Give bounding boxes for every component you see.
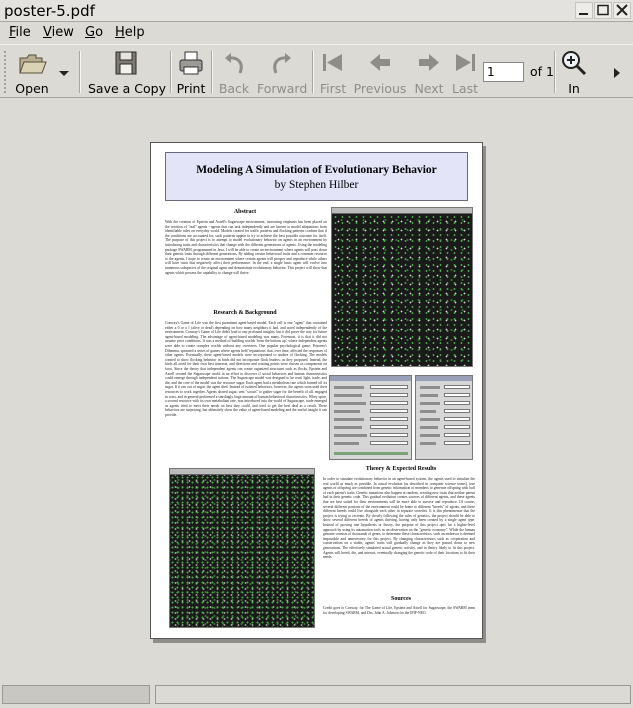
simulation-screenshot-large [169, 468, 315, 628]
close-icon [614, 3, 630, 18]
print-button[interactable] [176, 49, 206, 96]
research-text: Conway's Game of Life was the first prominent agent-based model. Each cell is one "agent" that contained either a 0 or a 1 (alive or dead) depending on how many neighbors it had, and acted independently of the environment. Conway's Game of Life didn't lead to any profound insights, but it did prove the way for future agent-based modeling. The advantage of agent-based modeling was many. Foremost, it is that it did not assume prior conditions. It was a method of building worlds 'from the bottom up', where independent agents were able to create complex worlds without any overseers. One popular psychological game, Prisoner's Dilemma, spawned a series of games where agents held 'reputations' that, over time, affected the responses of other agents. Eventually, these agent-based models were incorporated to studies of flocking. The models created to show flocking behavior in birds did not incorporate flock leaders; as they proposed. Instead, the birds all acted for their own best interests, and directions and rotating points were chosen as components on facts. Since the theory that independent agents can create organized structures such as flocks, Epstein and Axtell created the Sugarscape world in an effort to discover if social behaviors and human characteristics could emerge through independent actions. The Sugarscape model was designed to be read, light, trade, and die, and the core of the model was the resource sugar. Each agent had a metabolism rate which burned off its sugar. If it ran out of sugar, the agent died. Instead of isolated behaviors, however, the agents soon used their resources to work together. Agents shared sugar, sent "scouts" to gather sugar for the benefit of all, engaged in wars, and in general performed a startlingly large amount of human behavioral characteristics. Whey spice, a second resource with its own metabolism rate, was introduced into the world of Sugarscape, trade emerged as agents tried to meet their needs on best they could, and tried to get the best deal as a result. These behaviors are surprising, but ultimately show the value of agent-based modeling and the useful insight it can provide. [165, 321, 327, 417]
first-page-button[interactable] [318, 49, 348, 96]
first-page-icon [319, 49, 347, 77]
back-button[interactable] [217, 49, 251, 96]
open-button[interactable] [14, 49, 50, 96]
print-label: Print [176, 81, 206, 96]
last-page-icon [451, 49, 479, 77]
minimize-icon [576, 3, 592, 18]
save-copy-label: Save a Copy [88, 81, 166, 96]
poster-author: by Stephen Hilber [274, 179, 359, 191]
menubar [0, 23, 633, 43]
window-title: poster-5.pdf [4, 2, 95, 20]
sources-heading: Sources [391, 596, 411, 602]
toolbar-grip[interactable] [3, 50, 7, 94]
chevron-down-icon [55, 49, 73, 77]
theory-text: In order to simulate evolutionary behavior in an agent-based system, the agents used to simulate the real world as much as possible. In actual evolution (as described in computer science terms), true agents of offspring are combined from genetic information of members to generate offspring with half of each parent's traits. Genetic mutations also happen at random, creating new traits that neither parent had in their genetic code. This gradual evolution creates sources of different agents, and these agents that are best suited for their environments will be more able to survive and reproduce. Of course, several different portions of the environment could be home to different "breeds" of agents, and these different breeds could live alongside each other in separate societies. It is this phenomenon that the project is trying to recreate. By closely following the rules of genetics, the project should be able to show several different breeds of agents thriving, having only been created by a single agent type. Instead of proving one hypothesis or theory, the purpose of this project opts for a higher-level approach by using its automation tools as an observation on the "genetic economy". While the human genome consists of thousands of genes, to determine these characteristics, such an endeavor is deemed impossible and unnecessary for this project. By changing characteristics such as cooperation and conservatism on a stable, agents' traits will gradually change as they are passed down to new generations. The effectively simulated actual genetic activity, and in theory likely to fit this project. Agents will breed, die, and interact, eventually changing the genetic code of their locations to fit their needs. [323, 477, 475, 560]
previous-page-label: Previous [353, 81, 407, 96]
toolbar-separator [211, 51, 213, 93]
menu-view[interactable]: View [43, 25, 74, 40]
close-button[interactable] [613, 2, 631, 19]
theory-heading: Theory & Expected Results [365, 466, 437, 472]
page-number-input[interactable] [483, 62, 524, 82]
research-heading: Research & Background [213, 310, 277, 316]
last-page-button[interactable] [450, 49, 480, 96]
statusbar [0, 683, 633, 708]
toolbar-separator [170, 51, 172, 93]
menu-help[interactable]: Help [115, 25, 145, 40]
redo-arrow-icon [268, 49, 296, 77]
parameter-dialog-screenshot-1 [329, 375, 412, 460]
page-total-label: of 1 [530, 64, 554, 79]
zoom-in-button[interactable] [560, 49, 588, 96]
menu-file[interactable]: File [9, 25, 31, 40]
floppy-disk-icon [112, 49, 140, 77]
next-page-label: Next [414, 81, 444, 96]
folder-open-icon [17, 49, 47, 77]
toolbar-overflow-arrow-icon[interactable] [613, 67, 621, 79]
first-page-label: First [319, 81, 347, 96]
progress-area [2, 685, 150, 704]
status-message [155, 685, 631, 704]
maximize-button[interactable] [594, 2, 612, 19]
poster-title-box [165, 152, 468, 201]
arrow-right-icon [415, 49, 443, 77]
window-titlebar [0, 0, 633, 22]
toolbar-separator [79, 51, 81, 93]
printer-icon [177, 49, 205, 77]
undo-arrow-icon [220, 49, 248, 77]
previous-page-button[interactable] [353, 49, 407, 96]
last-page-label: Last [451, 81, 479, 96]
menu-go[interactable]: Go [85, 25, 104, 40]
poster-title: Modeling A Simulation of Evolutionary Behavior [196, 164, 437, 176]
forward-button[interactable] [257, 49, 307, 96]
open-recent-dropdown[interactable] [54, 49, 74, 77]
forward-label: Forward [257, 81, 308, 96]
save-copy-button[interactable] [88, 49, 164, 96]
next-page-button[interactable] [413, 49, 445, 96]
sources-text: Credit goes to Conway, for The Game of Life, Epstein and Axtell for Sugarscape, the SWARM team for developing SWARM, and Drs. John A. Johnson for the IPIP-NEO. [323, 606, 475, 615]
abstract-text: With the creation of Epstein and Axtell's Sugarscape environment, increasing emphasis has been placed on the creation of "real" agents - agents that can task independently and are known to model adaptations from identifiable rules on everyday world. Models created for traffic patterns and flocking patterns confirm that if the conditions are accounted for, such patterns appear to try to achieve the best possible outcome for itself. The purpose of this project is to attempt to model evolutionary behavior on agents in an environment by introducing traits and characteristics that change with the different generations of agents. Using the modeling package SWARM, programmed in Java, I will be able to create an environment where agents will pass down their genetic traits through different generations. By adding certain behavioral traits and a common resource to the agents, I hope to create an environment where certain agents will prosper and reproduce while others will have traits that negatively affect their performance. In the end, a single basic agent will evolve into numerous subspecies of the original agent and demonstrate evolutionary behavior. This project will show that agents which possess the capability to change will thrive. [165, 220, 327, 275]
parameter-dialog-screenshot-2 [415, 375, 473, 460]
abstract-heading: Abstract [233, 209, 257, 215]
simulation-screenshot-top [331, 207, 473, 367]
open-label: Open [15, 81, 49, 96]
zoom-in-icon [560, 49, 588, 77]
document-viewer[interactable] [0, 99, 633, 681]
minimize-button[interactable] [575, 2, 593, 19]
toolbar-separator [554, 51, 556, 93]
maximize-icon [595, 3, 611, 18]
arrow-left-icon [366, 49, 394, 77]
back-label: Back [218, 81, 250, 96]
toolbar-separator [312, 51, 314, 93]
pdf-page [150, 142, 483, 639]
zoom-in-label: In [568, 81, 580, 96]
